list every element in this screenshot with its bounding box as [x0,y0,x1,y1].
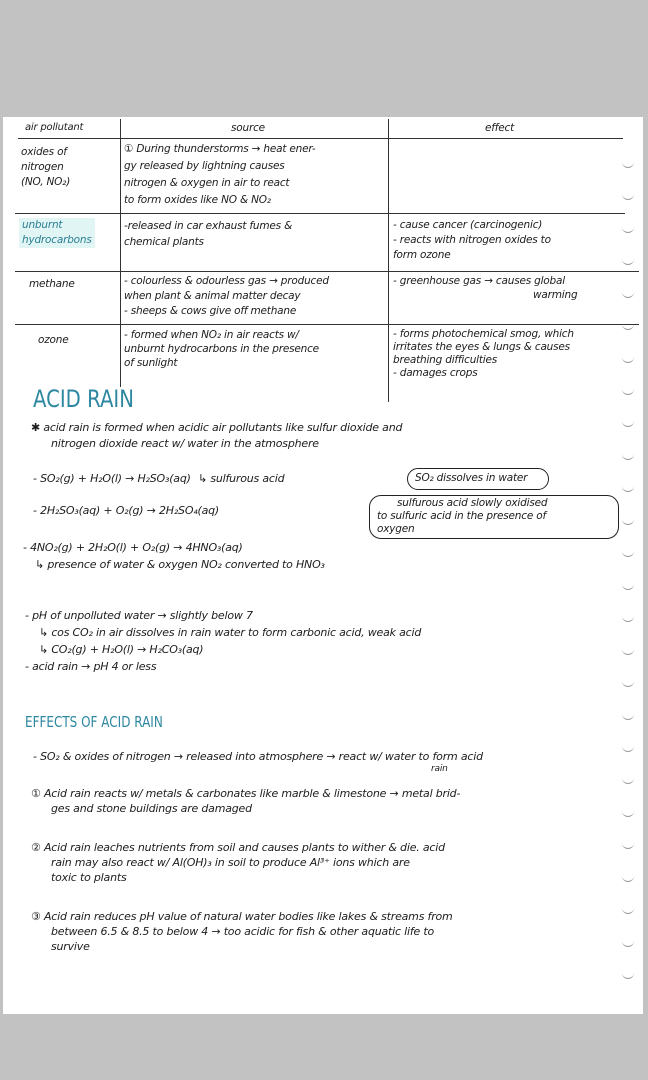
ring-hole-mark [622,193,634,200]
ring-hole-mark [622,323,634,330]
ph-line: ↳ cos CO₂ in air dissolves in rain water to form carbonic acid, weak acid [39,626,422,639]
ring-hole-mark [622,875,634,882]
effect-item-3 [31,909,453,954]
ph-line: - pH of unpolluted water → slightly below 7 [25,609,253,622]
ring-hole-mark [622,713,634,720]
ring-hole-mark [622,745,634,752]
effect-item-2 [31,840,445,885]
pollutant-line: unburnt [22,219,63,231]
ring-hole-mark [622,842,634,849]
source-line: ① During thunderstorms → heat ener- [124,143,316,155]
effect-line: - cause cancer (carcinogenic) [393,219,543,231]
pollutant-line: nitrogen [21,161,64,173]
ring-hole-mark [622,485,634,492]
table-row-divider [15,324,639,325]
effect-line: irritates the eyes & lungs & causes [393,341,570,353]
source-line: - formed when NO₂ in air reacts w/ [124,329,299,341]
ring-hole-mark [622,810,634,817]
effect-line: ① Acid rain reacts w/ metals & carbonates like marble & limestone → metal brid- [31,787,461,800]
source-cell [124,274,329,319]
table-header-divider [18,138,623,139]
source-line: nitrogen & oxygen in air to react [124,177,290,189]
ph-notes [25,607,421,675]
equation-text: - SO₂(g) + H₂O(l) → H₂SO₃(aq) [33,472,191,485]
table-row-divider [15,213,625,214]
ring-hole-mark [622,161,634,168]
ring-hole-mark [622,518,634,525]
effects-intro [33,751,483,775]
source-line: to form oxides like NO & NO₂ [124,194,271,206]
table-row-divider [15,271,639,272]
table-column-divider [120,119,121,387]
ring-hole-mark [622,940,634,947]
effect-line: between 6.5 & 8.5 to below 4 → too acidic for fish & other aquatic life to [51,925,435,938]
effect-line: toxic to plants [51,871,127,884]
note-so2-dissolves: SO₂ dissolves in water [415,472,528,484]
ph-line: ↳ CO₂(g) + H₂O(l) → H₂CO₃(aq) [39,643,204,656]
ring-hole-mark [622,356,634,363]
pollutant-line: oxides of [21,146,67,158]
equation-nitric [23,539,325,573]
source-line: -released in car exhaust fumes & [124,220,293,232]
effect-line: ② Acid rain leaches nutrients from soil and causes plants to wither & die. acid [31,841,445,854]
pollutant-cell [19,218,95,248]
ring-hole-mark [622,583,634,590]
source-cell [124,141,316,209]
note-line: sulfurous acid slowly oxidised [397,497,548,509]
effect-line: survive [51,940,90,953]
ring-hole-mark [622,680,634,687]
effects-heading: EFFECTS OF ACID RAIN [25,713,163,731]
ring-hole-mark [622,291,634,298]
effect-cell [393,328,574,380]
intro-line: rain [431,764,448,774]
ring-hole-mark [622,550,634,557]
source-line: gy released by lightning causes [124,160,285,172]
equation-note: ↳ presence of water & oxygen NO₂ converted to HNO₃ [35,558,325,571]
source-cell [124,218,292,250]
effect-item-1 [31,786,460,816]
effect-line: form ozone [393,249,451,261]
table-header-pollutant: air pollutant [25,122,84,133]
ring-hole-mark [622,226,634,233]
note-line: oxygen [377,523,415,535]
ring-hole-mark [622,453,634,460]
effect-line: - reacts with nitrogen oxides to [393,234,551,246]
effect-line: ③ Acid rain reduces pH value of natural water bodies like lakes & streams from [31,910,453,923]
equation-sulfuric [33,504,219,518]
effect-cell [393,274,577,302]
equation-sulfurous [33,472,284,486]
pollutant-line: methane [29,278,75,290]
table-column-divider [388,119,389,402]
source-cell [124,328,319,370]
ring-hole-mark [622,420,634,427]
note-line: to sulfuric acid in the presence of [377,510,546,522]
ring-hole-mark [622,615,634,622]
source-line: chemical plants [124,236,204,248]
equation-note: ↳ sulfurous acid [198,472,285,485]
ring-hole-mark [622,972,634,979]
effect-line: - greenhouse gas → causes global [393,275,565,287]
source-line: - colourless & odourless gas → produced [124,275,329,287]
effect-line: ges and stone buildings are damaged [51,802,252,815]
effect-line: rain may also react w/ Al(OH)₃ in soil to produce Al³⁺ ions which are [51,856,410,869]
pollutant-line: ozone [38,334,69,346]
effect-line: breathing difficulties [393,354,498,366]
pollutant-cell [29,277,75,291]
source-line: of sunlight [124,357,178,369]
intro-line: - SO₂ & oxides of nitrogen → released into atmosphere → react w/ water to form acid [33,750,483,763]
equation-text: - 4NO₂(g) + 2H₂O(l) + O₂(g) → 4HNO₃(aq) [23,541,243,554]
intro-line: ✱ acid rain is formed when acidic air pollutants like sulfur dioxide and [31,421,403,434]
ring-hole-mark [622,258,634,265]
source-line: - sheeps & cows give off methane [124,305,297,317]
ph-line: - acid rain → pH 4 or less [25,660,157,673]
acid-rain-intro [31,420,402,452]
equation-text: - 2H₂SO₃(aq) + O₂(g) → 2H₂SO₄(aq) [33,504,219,517]
source-line: when plant & animal matter decay [124,290,301,302]
pollutant-cell [21,145,70,190]
pollutant-line: (NO, NO₂) [21,176,71,188]
ring-hole-mark [622,648,634,655]
pollutant-line: hydrocarbons [22,234,92,246]
effect-cell [393,218,551,263]
ring-hole-mark [622,388,634,395]
ring-hole-mark [622,777,634,784]
effect-line: warming [533,289,578,301]
table-header-source: source [231,122,265,134]
effect-line: - damages crops [393,367,478,379]
intro-line: nitrogen dioxide react w/ water in the atmosphere [51,437,319,450]
effect-line: - forms photochemical smog, which [393,328,574,340]
acid-rain-heading: ACID RAIN [33,385,134,413]
note-oxidise [377,497,547,536]
pollutant-cell [38,333,68,347]
ring-hole-mark [622,907,634,914]
source-line: unburnt hydrocarbons in the presence [124,343,319,355]
table-header-effect: effect [485,122,515,134]
notebook-page [3,117,643,1014]
